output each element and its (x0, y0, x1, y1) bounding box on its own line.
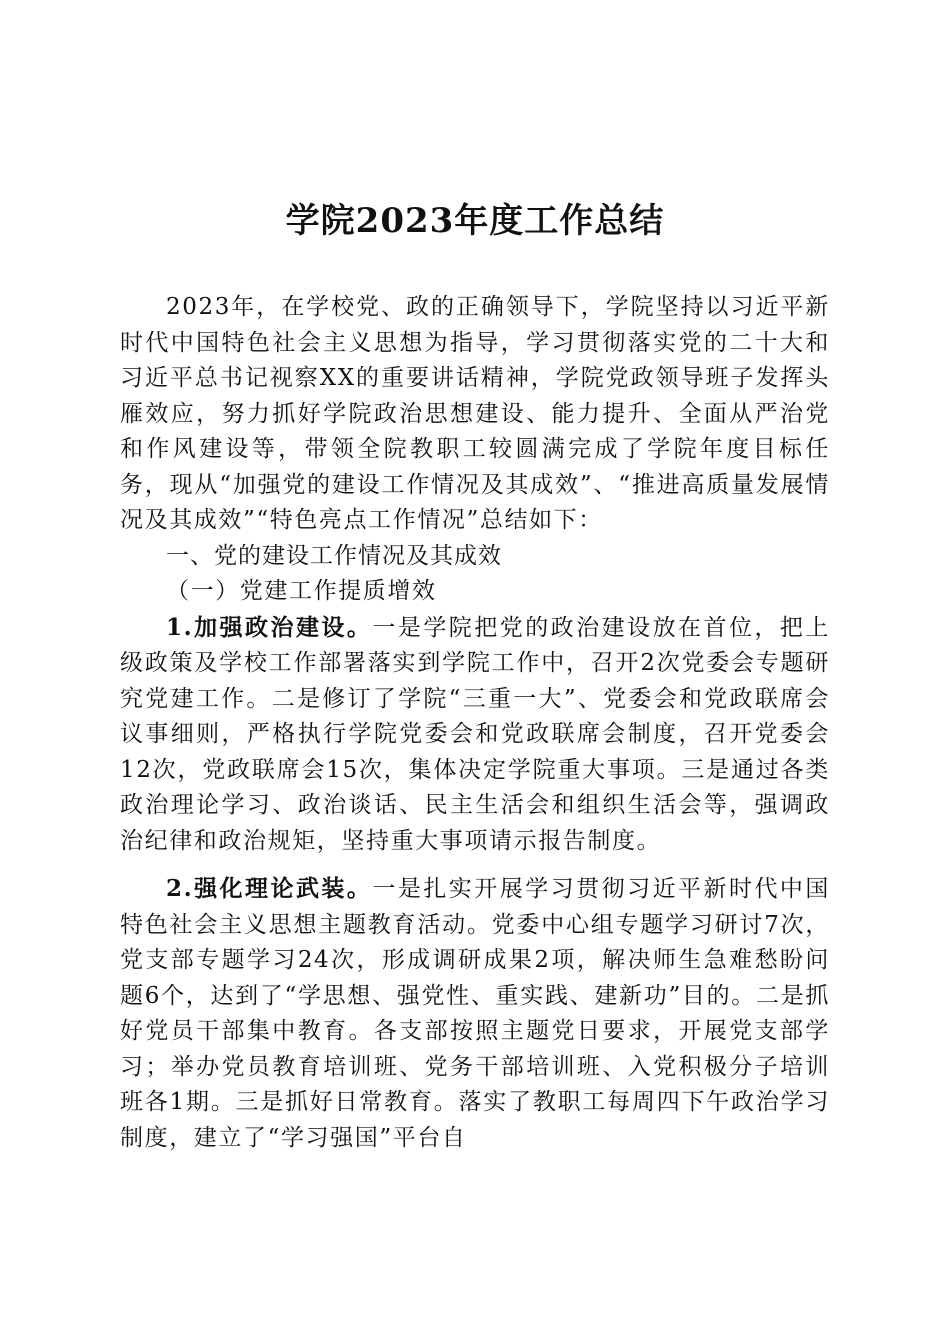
item-2-paragraph (120, 871, 830, 1156)
document-title: 学院2023年度工作总结 (285, 201, 665, 241)
item-2-lead: 2.强化理论武装。 (166, 875, 373, 902)
item-1-text: 一是学院把党的政治建设放在首位，把上级政策及学校工作部署落实到学院工作中，召开2次党委会专题研究党建工作。二是修订了学院“三重一大”、党委会和党政联席会议事细则，严格执行学院党委会和党政联席会制度，召开党委会12次，党政联席会15次，集体决定学院重大事项。三是通过各类政治理论学习、政治谈话、民主生活会和组织生活会等，强调政治纪律和政治规矩，坚持重大事项请示报告制度。 (120, 614, 830, 854)
item-2-text: 一是扎实开展学习贯彻习近平新时代中国特色社会主义思想主题教育活动。党委中心组专题学习研讨7次，党支部专题学习24次，形成调研成果2项，解决师生急难愁盼问题6个，达到了“学思想、强党性、重实践、建新功”目的。二是抓好党员干部集中教育。各支部按照主题党日要求，开展党支部学习；举办党员教育培训班、党务干部培训班、入党积极分子培训班各1期。三是抓好日常教育。落实了教职工每周四下午政治学习制度，建立了“学习强国”平台自 (120, 876, 830, 1151)
section-1-heading: 一、党的建设工作情况及其成效 (166, 542, 502, 569)
intro-paragraph: 2023年，在学校党、政的正确领导下，学院坚持以习近平新时代中国特色社会主义思想为指导，学习贯彻落实党的二十大和习近平总书记视察XX的重要讲话精神，学院党政领导班子发挥头雁效应，努力抓好学院政治思想建设、能力提升、全面从严治党和作风建设等，带领全院教职工较圆满完成了学院年度目标任务，现从“加强党的建设工作情况及其成效”、“推进高质量发展情况及其成效”“特色亮点工作情况”总结如下： (120, 294, 830, 533)
document-body (120, 290, 830, 1156)
item-1-lead: 1.加强政治建设。 (166, 613, 373, 641)
item-1-paragraph (120, 610, 830, 860)
subsection-1-heading: （一）党建工作提质增效 (166, 578, 437, 604)
